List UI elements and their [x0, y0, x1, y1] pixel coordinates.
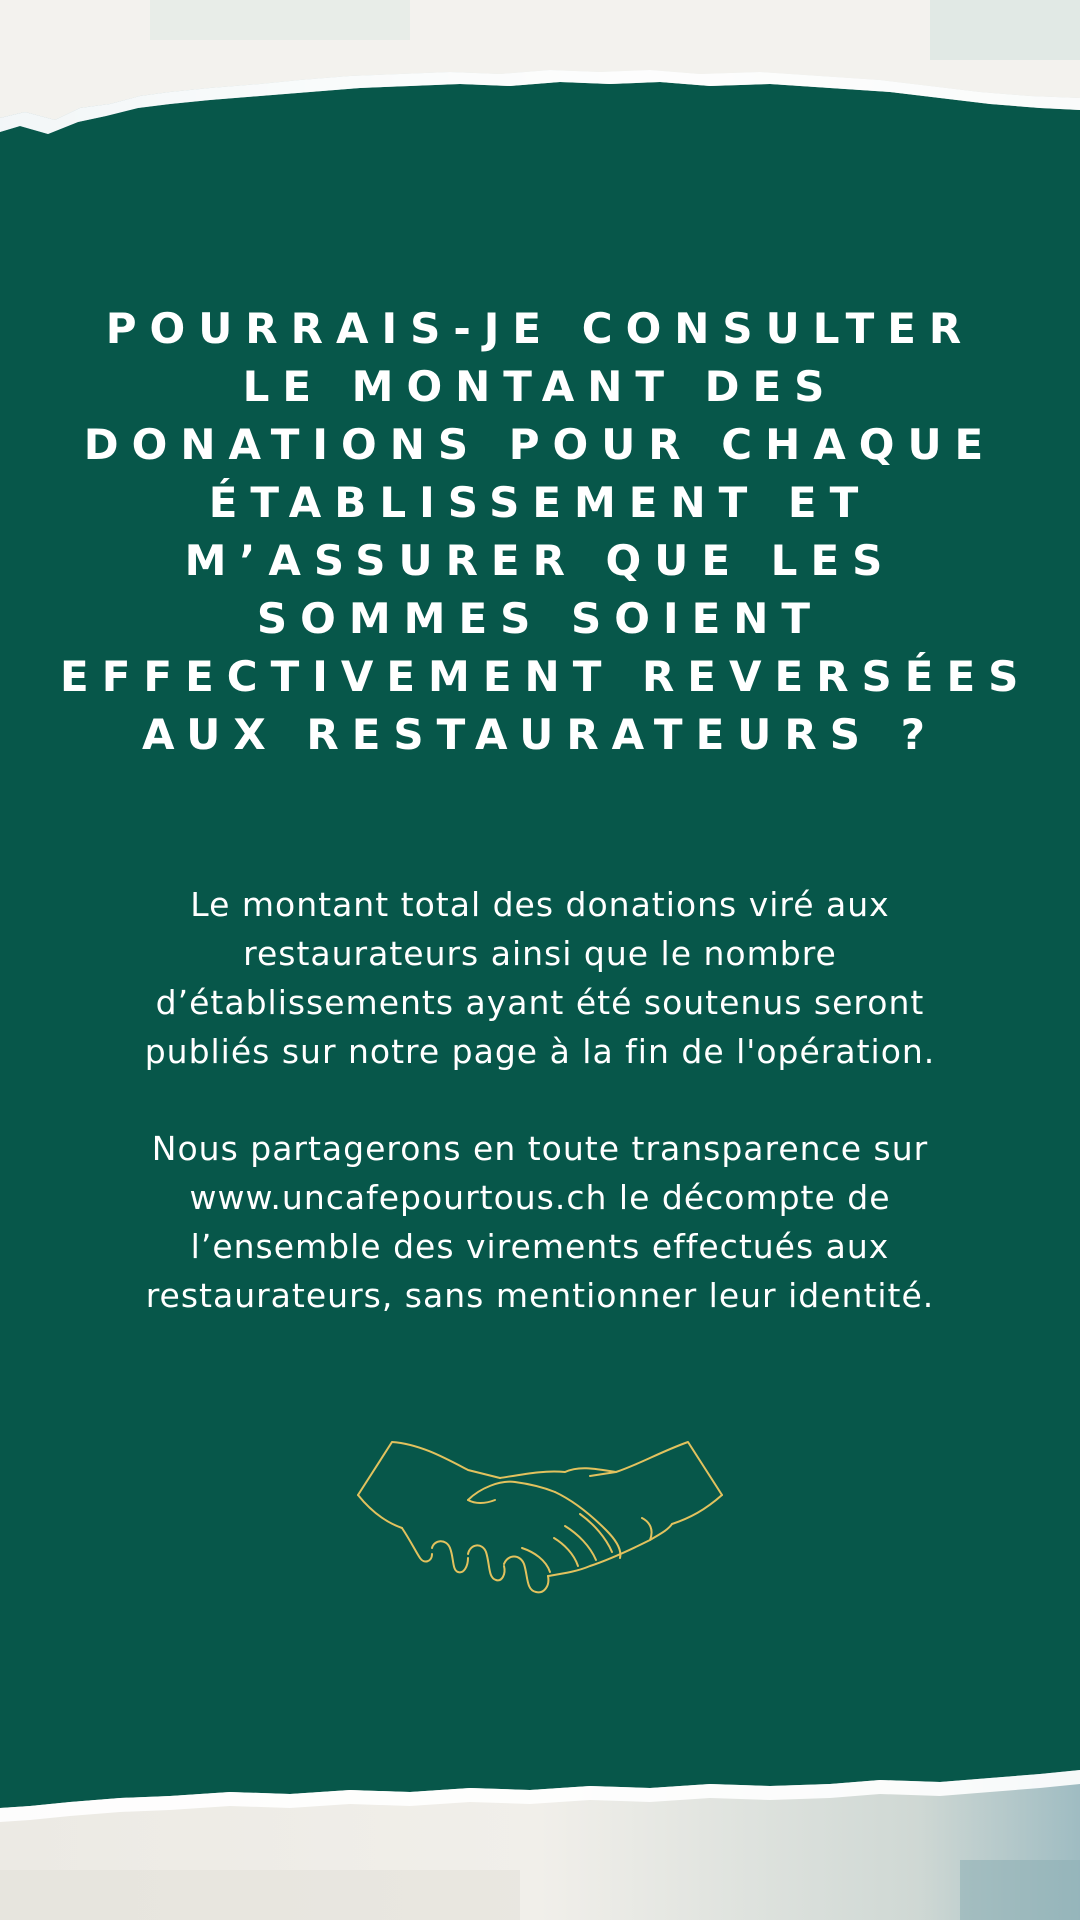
paragraph-line: Nous partagerons en toute transparence sur	[151, 1129, 929, 1168]
headline-line: ÉTABLISSEMENT ET	[208, 478, 872, 527]
paragraph-line: www.uncafepourtous.ch le décompte de	[189, 1178, 891, 1217]
paragraph-line: Le montant total des donations viré aux	[190, 885, 890, 924]
paragraph-line: restaurateurs, sans mentionner leur identité.	[145, 1276, 935, 1315]
headline-line: EFFECTIVEMENT REVERSÉES	[60, 652, 1032, 701]
paragraph-line: publiés sur notre page à la fin de l'opération.	[144, 1032, 936, 1071]
faq-question-headline	[60, 300, 1032, 764]
answer-paragraph-2	[70, 1124, 1010, 1320]
headline-line: DONATIONS POUR CHAQUE	[83, 420, 997, 469]
headline-line: SOMMES SOIENT	[256, 594, 824, 643]
paragraph-line: restaurateurs ainsi que le nombre	[243, 934, 837, 973]
headline-line: M’ASSURER QUE LES	[184, 536, 896, 585]
headline-line: POURRAIS-JE CONSULTER	[105, 304, 975, 353]
headline-line: LE MONTANT DES	[242, 362, 838, 411]
answer-paragraph-1	[70, 880, 1010, 1076]
headline-line: AUX RESTAURATEURS ?	[142, 710, 938, 759]
paragraph-line: l’ensemble des virements effectués aux	[190, 1227, 890, 1266]
handshake-icon	[350, 1430, 730, 1620]
paragraph-line: d’établissements ayant été soutenus seront	[155, 983, 925, 1022]
